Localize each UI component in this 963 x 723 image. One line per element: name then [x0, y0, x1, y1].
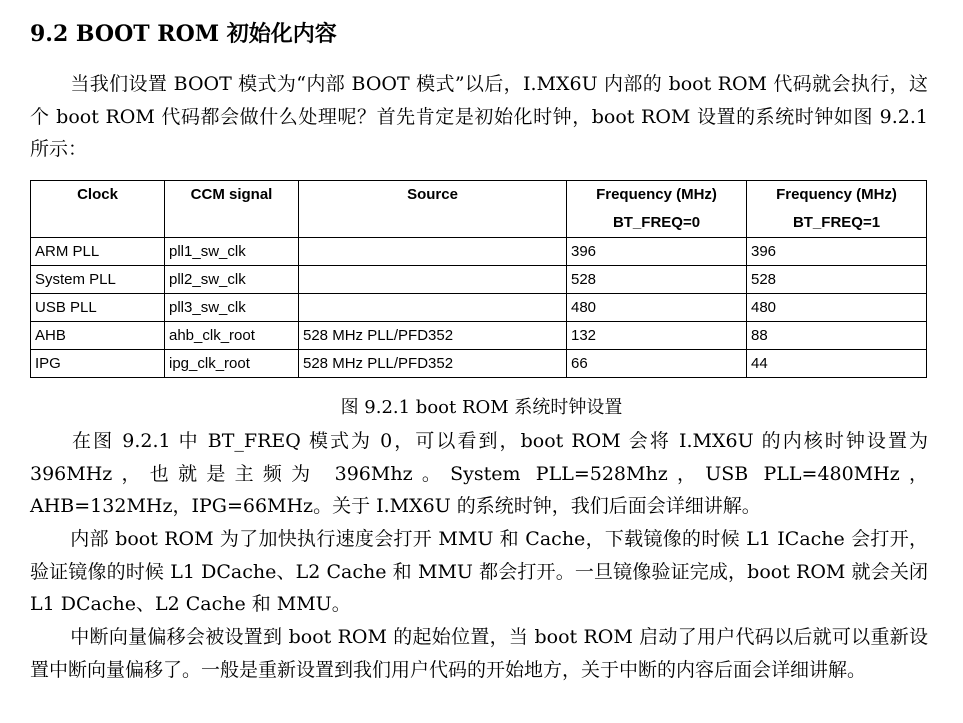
cell-source [299, 266, 567, 294]
cell-clock: System PLL [31, 266, 165, 294]
header-frequency-bt-freq-0 [567, 181, 747, 238]
clock-settings-table [30, 180, 927, 378]
table-row [31, 322, 927, 350]
cell-freq0: 528 [567, 266, 747, 294]
table-row [31, 294, 927, 322]
paragraph-intro-text: 当我们设置 BOOT 模式为“内部 BOOT 模式”以后，I.MX6U 内部的 boot ROM 代码就会执行，这个 boot ROM 代码都会做什么处理呢？首先肯定是初始化时钟，boot ROM 设置的系统时钟如图 9.2.1 所示： [30, 73, 928, 160]
cell-clock: IPG [31, 350, 165, 378]
cell-freq1: 44 [747, 350, 927, 378]
header-source: Source [299, 181, 567, 238]
header-frequency-bt-freq-1 [747, 181, 927, 238]
figure-caption: 图 9.2.1 boot ROM 系统时钟设置 [340, 397, 623, 418]
header-clock: Clock [31, 181, 165, 238]
table-row [31, 266, 927, 294]
cell-freq1: 480 [747, 294, 927, 322]
header-freq0-label: Frequency (MHz) [596, 186, 717, 203]
cell-source [299, 238, 567, 266]
paragraph-interrupt-vector-text: 中断向量偏移会被设置到 boot ROM 的起始位置，当 boot ROM 启动了用户代码以后就可以重新设置中断向量偏移了。一般是重新设置到我们用户代码的开始地方，关于中断的内容后面会详细讲解。 [30, 626, 928, 681]
header-freq1-label: Frequency (MHz) [776, 186, 897, 203]
cell-clock: AHB [31, 322, 165, 350]
paragraph-intro [30, 68, 928, 166]
cell-source: 528 MHz PLL/PFD352 [299, 350, 567, 378]
cell-source [299, 294, 567, 322]
paragraph-clock-explanation [30, 425, 928, 523]
cell-ccm-signal: ipg_clk_root [165, 350, 299, 378]
cell-clock: ARM PLL [31, 238, 165, 266]
paragraph-interrupt-vector [30, 621, 928, 686]
paragraph-mmu-cache-text: 内部 boot ROM 为了加快执行速度会打开 MMU 和 Cache，下载镜像的时候 L1 ICache 会打开，验证镜像的时候 L1 DCache、L2 Cache 和 MMU 都会打开。一旦镜像验证完成，boot ROM 就会关闭 L1 DCache、L2 Cache 和 MMU。 [30, 528, 928, 615]
cell-freq1: 88 [747, 322, 927, 350]
cell-ccm-signal: pll3_sw_clk [165, 294, 299, 322]
cell-freq0: 480 [567, 294, 747, 322]
cell-freq1: 528 [747, 266, 927, 294]
cell-freq0: 396 [567, 238, 747, 266]
cell-ccm-signal: pll1_sw_clk [165, 238, 299, 266]
cell-ccm-signal: pll2_sw_clk [165, 266, 299, 294]
section-heading: 9.2 BOOT ROM 初始化内容 [30, 21, 337, 47]
cell-source: 528 MHz PLL/PFD352 [299, 322, 567, 350]
header-freq1-mode: BT_FREQ=1 [792, 214, 881, 231]
cell-freq0: 66 [567, 350, 747, 378]
cell-ccm-signal: ahb_clk_root [165, 322, 299, 350]
cell-clock: USB PLL [31, 294, 165, 322]
cell-freq1: 396 [747, 238, 927, 266]
table-row [31, 350, 927, 378]
header-ccm-signal: CCM signal [165, 181, 299, 238]
paragraph-mmu-cache [30, 523, 928, 621]
table-row [31, 238, 927, 266]
header-freq0-mode: BT_FREQ=0 [612, 214, 701, 231]
cell-freq0: 132 [567, 322, 747, 350]
paragraph-clock-explanation-text: 在图 9.2.1 中 BT_FREQ 模式为 0，可以看到，boot ROM 会将 I.MX6U 的内核时钟设置为 396MHz，也就是主频为 396Mhz。System PLL=528Mhz，USB PLL=480MHz，AHB=132MHz，IPG=66MHz。关于 I.MX6U 的系统时钟，我们后面会详细讲解。 [30, 430, 928, 517]
table-header-row [31, 181, 927, 238]
